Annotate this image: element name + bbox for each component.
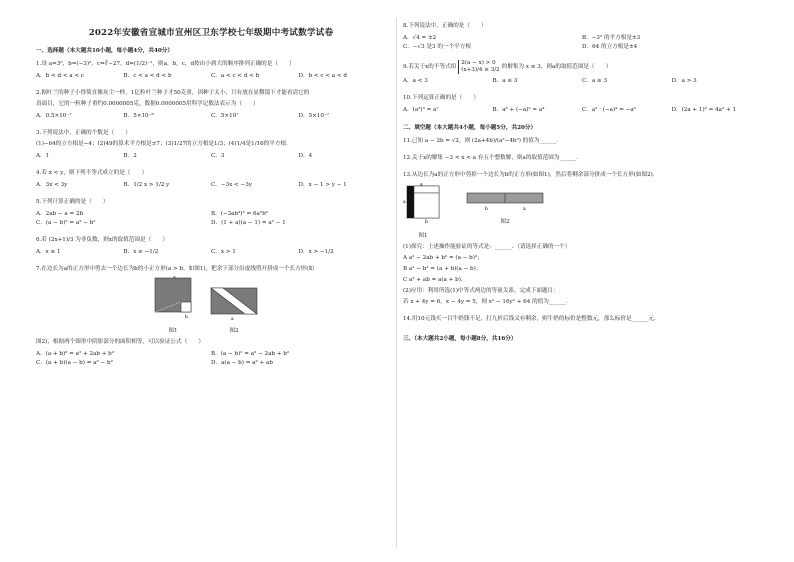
question-13-choice-b: B a² − b² = (a + b)(a − b)； — [403, 266, 482, 272]
figure-2 — [465, 191, 545, 225]
option-b[interactable]: B．2 — [123, 153, 137, 159]
option-d[interactable]: D．(1 + a)(a − 1) = a² − 1 — [211, 220, 286, 226]
figure-1-caption: 图1 — [168, 328, 178, 334]
option-b[interactable]: B．−3² 的平方根是±3 — [582, 35, 641, 41]
section-three-heading: 三、（本大题共2小题，每小题8分，共16分） — [403, 336, 517, 342]
option-a[interactable]: A．(a³)³ = a⁷ — [403, 107, 439, 113]
option-b[interactable]: B．a ≤ 3 — [492, 78, 518, 84]
label-b: b — [485, 207, 488, 212]
label-a: a — [523, 207, 526, 212]
option-c[interactable]: C．−√3 是3 的一个平方根 — [403, 44, 471, 50]
question-10-options — [403, 106, 761, 115]
question-2-options — [36, 112, 386, 121]
question-13-choice-c: C a² + ab = a(a + b)． — [403, 277, 467, 283]
option-d[interactable]: D．(2a + 1)² = 4a² + 1 — [671, 107, 737, 113]
question-13-part3: 若 x + 4y = 6，x − 4y = 5，则 x² − 16y² + 64 的值为______． — [403, 299, 572, 305]
option-a[interactable]: A．√4 = ±2 — [403, 35, 437, 41]
option-c[interactable]: C．x > 1 — [211, 249, 236, 255]
option-c[interactable]: C．(a − b)² = a² − b² — [36, 220, 96, 226]
question-9 — [403, 60, 761, 74]
question-14: 14.用10元钱买一目牛奶钱不足，打九折后钱又有剩余，则牛奶的标价是整数元，那么标价是______元． — [403, 316, 660, 322]
option-b[interactable]: B．1/2 x > 1/2 y — [123, 182, 170, 188]
option-b[interactable]: B．c < a < d < b — [123, 73, 172, 79]
long-rectangle-diagram — [465, 191, 545, 213]
question-9-prefix: 9.若关于x的不等式组 — [403, 63, 457, 70]
question-3-statements: (1)−64的立方根是−4；(2)49的算术平方根是±7；(3)1/27的立方根是1/3；(4)1/4是1/16的平方根． — [36, 141, 292, 147]
question-6: 6.若 (2x+1)/3 为非负数，则x的取值范围是（ ） — [36, 237, 168, 243]
inequality-2: (x+3)/4 ≤ 3/2 — [461, 67, 500, 73]
label-b: b — [425, 220, 428, 225]
option-d[interactable]: D．a > 3 — [671, 78, 697, 84]
label-b: b — [185, 315, 188, 320]
figure-1 — [151, 276, 195, 334]
inequality-system — [458, 60, 499, 74]
option-a[interactable]: A．2ab − a = 2b — [36, 211, 84, 217]
option-a[interactable]: A．(a + b)² = a² + 2ab + b² — [36, 351, 115, 357]
option-c[interactable]: C．a² · (−a)³ = −a⁶ — [582, 107, 636, 113]
question-11: 11.已知 a − 2b = √2，则 (2a+4b)/(a²−4b²) 的值为______． — [403, 138, 562, 144]
figure-2-caption: 图2 — [229, 328, 239, 334]
option-c[interactable]: C．a ≥ 3 — [582, 78, 608, 84]
figure-1-caption: 图1 — [418, 233, 428, 239]
question-8-options — [403, 34, 761, 52]
right-column — [403, 22, 761, 348]
option-d[interactable]: D．x − 1 > y − 1 — [298, 182, 347, 188]
label-a: a — [420, 183, 423, 188]
inequality-1: 2(a − x) > 0 — [461, 60, 496, 66]
option-c[interactable]: C．−3x < −3y — [211, 182, 252, 188]
question-4: 4.若 x < y，则下列不等式成立的是（ ） — [36, 170, 148, 176]
question-1-options — [36, 72, 386, 81]
question-9-options — [403, 77, 761, 86]
option-a[interactable]: A．3x < 3y — [36, 182, 68, 188]
question-7-line1: 7.在边长为a的正方形中剪去一个边长为b的小正方形(a > b，如图1)，把余下部分沿虚线剪开拼成一个长方形(如 — [36, 266, 315, 272]
option-b[interactable]: B．(−3ab³)² = 6a²b⁶ — [211, 211, 268, 217]
option-b[interactable]: B．5×10⁻⁸ — [123, 113, 154, 119]
question-12: 12.关于x的解集 −3 < x < a 有五个整数解，则a的取值范围为______． — [403, 155, 582, 161]
option-c[interactable]: C．5×10⁷ — [211, 113, 239, 119]
option-d[interactable]: D．a(a − b) = a² + ab — [211, 360, 273, 366]
figure-2 — [209, 286, 259, 334]
question-10: 10.下列运算正确的是（ ） — [403, 95, 480, 101]
question-13-part2: (2)应用：利用所选(1)中等式两边的等量关系，完成下面题目： — [403, 288, 559, 294]
question-7-figures — [151, 276, 386, 334]
question-3-options — [36, 152, 386, 161]
question-6-options — [36, 248, 386, 257]
label-a: a — [231, 317, 234, 322]
option-a[interactable]: A．x ≥ 1 — [36, 249, 61, 255]
label-a: a — [173, 276, 176, 280]
option-a[interactable]: A．1 — [36, 153, 50, 159]
section-fill-heading: 二、填空题（本大题共4小题，每小题5分，共20分） — [403, 125, 537, 131]
option-d[interactable]: D．64 的立方根是±4 — [582, 44, 638, 50]
option-b[interactable]: B．a⁸ + (−a)² = a⁴ — [492, 107, 545, 113]
rectangle-diagram — [209, 286, 259, 322]
section-choice-heading: 一、选择题（本大题共10小题，每小题4分，共40分） — [36, 48, 173, 54]
option-b[interactable]: B．(a − b)² = a² − 2ab + b² — [211, 351, 290, 357]
question-13-choice-a: A a² − 2ab + b² = (a − b)²； — [403, 255, 483, 261]
figure-2-caption: 图2 — [500, 219, 510, 225]
option-c[interactable]: C．(a + b)(a − b) = a² − b² — [36, 360, 113, 366]
option-d[interactable]: D．5×10⁻⁷ — [298, 113, 330, 119]
square-with-cut-diagram — [403, 183, 443, 227]
option-a[interactable]: A．a < 3 — [403, 78, 428, 84]
exam-title: 2022年安徽省宣城市宣州区卫东学校七年级期中考试数学试卷 — [88, 28, 334, 38]
question-1: 1.设 a=3⁰，b=(−3)²，c=∛−27，d=(1/2)⁻¹，则a，b，c，d按由小到大的顺序排列正确的是（ ） — [36, 61, 295, 67]
option-a[interactable]: A．b < d < a < c — [36, 73, 84, 79]
question-3: 3.下列说法中，正确的个数是（ ） — [36, 130, 131, 136]
option-a[interactable]: A．0.5×10⁻⁷ — [36, 113, 72, 119]
question-7-options — [36, 350, 386, 368]
question-2-line2: 真面目，它的一粒种子重约0.0000005克，数据0.0000005用科学记数法表示为（ ） — [36, 101, 259, 107]
figure-1 — [403, 183, 443, 239]
square-cut-diagram — [151, 276, 195, 322]
option-d[interactable]: D．x > −1/2 — [298, 249, 334, 255]
option-c[interactable]: C．3 — [211, 153, 225, 159]
question-5: 5.下列计算正确的是（ ） — [36, 199, 109, 205]
question-13-part1: (1)探究：上述操作能验证的等式是：______．（请选择正确的一个） — [403, 244, 571, 250]
question-9-suffix: 的解集为 x ≤ 3，则a的取值范围是（ ） — [501, 63, 612, 70]
option-d[interactable]: D．4 — [298, 153, 313, 159]
question-13-figures — [403, 183, 761, 239]
question-7-line2: 图2)，根据两个图形中阴影部分的面积相等，可以验证公式（ ） — [36, 339, 204, 345]
option-c[interactable]: C．a < c < d < b — [211, 73, 260, 79]
column-divider — [396, 18, 397, 548]
question-4-options — [36, 181, 386, 190]
question-5-options — [36, 210, 386, 228]
question-13-line1: 13.从边长为a的正方形中剪掉一个边长为b的正方形(如图1)，然后将剩余部分拼成一个长方形(如图2)． — [403, 172, 659, 178]
question-2-line1: 2.据叶兰的种子小得简直像灰尘一样，1亿粒叶兰种子才50克重，因种子太小，只有放在显微镜下才能看清它的 — [36, 90, 310, 96]
option-d[interactable]: D．b < c < a < d — [298, 73, 347, 79]
option-b[interactable]: B．x ≥ −1/2 — [123, 249, 159, 255]
left-column — [36, 22, 386, 376]
question-8: 8.下列说法中，正确的是（ ） — [403, 23, 487, 29]
label-a: a — [403, 200, 406, 205]
